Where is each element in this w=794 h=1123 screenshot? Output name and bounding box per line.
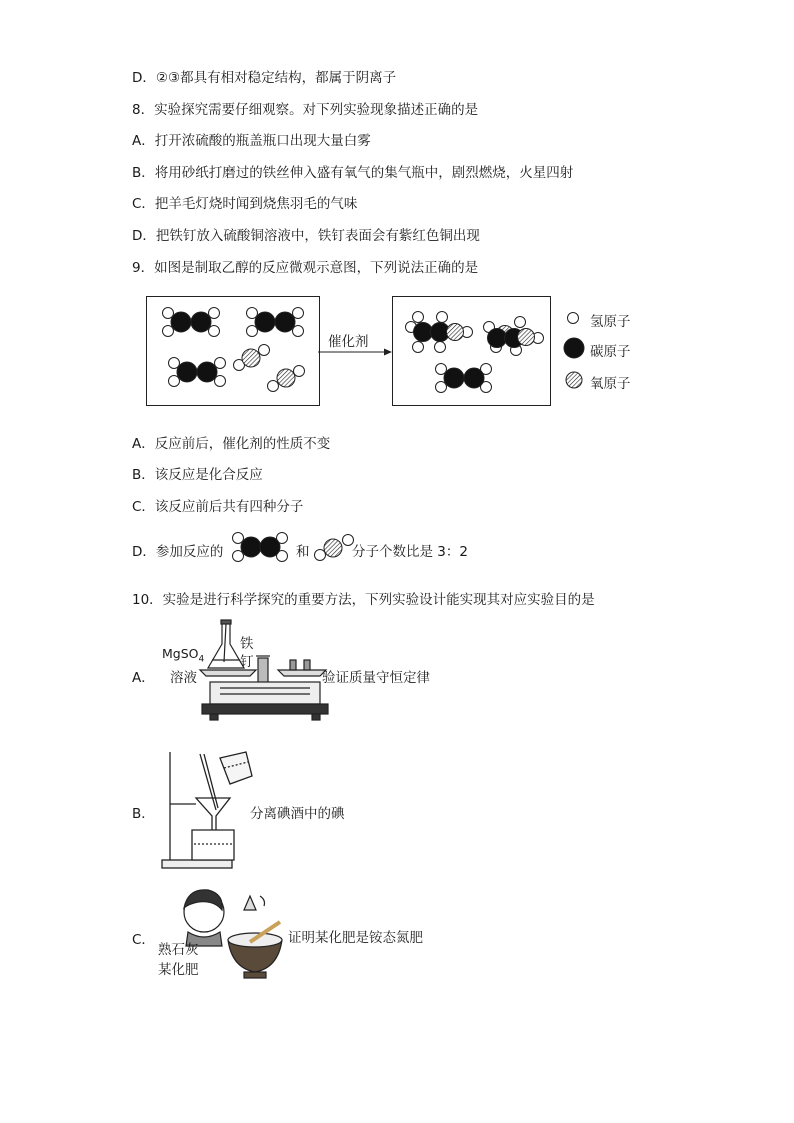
- h-atom: [413, 342, 424, 353]
- o-atom: [447, 324, 464, 341]
- c-atom: [191, 312, 211, 332]
- q10-option-b-purpose: 分离碘酒中的碘: [250, 806, 345, 822]
- q9-option-a: A．反应前后，催化剂的性质不变: [132, 436, 331, 452]
- legend-c-icon: [564, 338, 584, 358]
- h-atom: [435, 342, 446, 353]
- legend-c-label: 碳原子: [590, 344, 631, 360]
- nail-label-1: 铁: [240, 636, 254, 652]
- h-atom: [437, 312, 448, 323]
- o-atom: [518, 329, 535, 346]
- q10-option-c-letter: C．: [132, 932, 155, 948]
- c-atom: [464, 368, 484, 388]
- h-atom: [515, 317, 526, 328]
- c-atom: [171, 312, 191, 332]
- mgso4-label: MgSO$_4$: [162, 646, 205, 665]
- q9-option-c: C．该反应前后共有四种分子: [132, 499, 304, 515]
- q10-option-c-purpose: 证明某化肥是铵态氮肥: [288, 930, 423, 946]
- h-atom: [294, 366, 305, 377]
- o-atom: [242, 349, 260, 367]
- nail-label-2: 钉: [240, 654, 254, 670]
- catalyst-label: 催化剂: [328, 334, 369, 350]
- c-atom: [275, 312, 295, 332]
- legend-h-icon: [568, 313, 579, 324]
- legend-h-label: 氢原子: [590, 314, 631, 330]
- q10-option-b-letter: B．: [132, 806, 155, 822]
- q9-option-b: B．该反应是化合反应: [132, 467, 263, 483]
- h-atom: [259, 345, 270, 356]
- fertilizer-label: 某化肥: [158, 962, 199, 978]
- q10-option-a-purpose: 验证质量守恒定律: [322, 670, 430, 686]
- q10-option-a-letter: A．: [132, 670, 155, 686]
- q8-option-a: A．打开浓硫酸的瓶盖瓶口出现大量白雾: [132, 133, 371, 149]
- q9-option-d-and: 和: [296, 544, 310, 560]
- q9-stem: 9．如图是制取乙醇的反应微观示意图，下列说法正确的是: [132, 260, 479, 276]
- c-atom: [444, 368, 464, 388]
- filtration-apparatus-image: [160, 748, 255, 872]
- q10-stem: 10．实验是进行科学探究的重要方法，下列实验设计能实现其对应实验目的是: [132, 592, 595, 608]
- c-atom: [414, 323, 433, 342]
- c-atom: [177, 362, 197, 382]
- c-atom: [255, 312, 275, 332]
- q9-option-d-prefix: D．参加反应的: [132, 544, 224, 560]
- q8-stem: 8．实验探究需要仔细观察。对下列实验现象描述正确的是: [132, 102, 479, 118]
- o-atom: [277, 369, 295, 387]
- q7-option-d: D．②③都具有相对稳定结构，都属于阴离子: [132, 70, 397, 86]
- c-atom: [488, 329, 507, 348]
- h-atom: [268, 381, 279, 392]
- c-atom: [197, 362, 217, 382]
- q8-option-c: C．把羊毛灯烧时闻到烧焦羽毛的气味: [132, 196, 358, 212]
- arrow-head-icon: [384, 349, 392, 356]
- q9-option-d-ratio: 分子个数比是 3：2: [352, 544, 468, 560]
- q8-option-d: D．把铁钉放入硫酸铜溶液中，铁钉表面会有紫红色铜出现: [132, 228, 480, 244]
- h-atom: [413, 312, 424, 323]
- q8-option-b: B．将用砂纸打磨过的铁丝伸入盛有氧气的集气瓶中，剧烈燃烧，火星四射: [132, 165, 574, 181]
- lime-label: 熟石灰: [158, 942, 199, 958]
- legend-o-label: 氧原子: [590, 376, 631, 392]
- solution-label: 溶液: [170, 670, 197, 686]
- balance-apparatus-image: [200, 618, 330, 728]
- inline-c2h4-molecule: [230, 528, 290, 568]
- legend-o-icon: [566, 372, 582, 388]
